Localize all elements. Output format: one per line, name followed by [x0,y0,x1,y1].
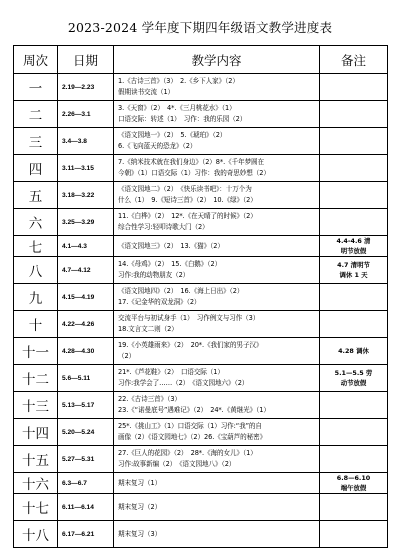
table-row [14,101,388,128]
content-line: 《语文园地一》（2） 5.《琥珀》（2） [118,131,227,139]
note-cell [320,236,388,257]
table-row [14,521,388,548]
content-cell [114,236,320,257]
date-cell: 4.1—4.3 [58,236,114,257]
table-row [14,128,388,155]
table-row [14,365,388,392]
content-line: 口语交际：转述（1） 习作：我的乐园（2） [118,115,247,123]
content-line: 《语文园地三》（2） 13.《猫》（2） [118,241,224,250]
week-cell: 十八 [14,521,58,548]
table-row [14,155,388,182]
week-cell: 六 [14,209,58,236]
content-line: 期末复习（2） [118,502,162,511]
content-line: 期末复习（1） [118,478,162,487]
page-title: 2023-2024 学年度下期四年级语文教学进度表 [67,20,333,35]
content-line: 假期读书交流（1） [118,88,175,96]
table-row [14,419,388,446]
header-date: 日期 [58,46,114,74]
content-line: 《语文园地四》（2） 16.《海上日出》（2） [118,287,244,295]
content-line: 14.《母鸡》（2） 15.《白鹅》（2） [118,260,222,268]
note-line: 4.28 调休 [338,347,369,355]
content-line: 18.文言文二则（2） [118,325,178,333]
content-line: 画像（2）《语文园地七》（2）26.《宝葫芦的秘密》 [118,433,267,441]
week-cell: 十七 [14,494,58,521]
week-cell: 十二 [14,365,58,392]
table-row [14,338,388,365]
note-cell [320,521,388,548]
note-cell [320,446,388,473]
content-line: 27.《巨人的花园》（2） 28*.《海的女儿》（1） [118,449,257,457]
note-cell [320,155,388,182]
table-row [14,392,388,419]
note-cell [320,128,388,155]
content-cell [114,494,320,521]
date-cell: 5.20—5.24 [58,419,114,446]
content-cell [114,419,320,446]
content-line: 19.《小英雄雨来》（2） 20*.《我们家的男子汉》 [118,341,263,349]
content-cell [114,101,320,128]
note-cell [320,74,388,101]
date-cell: 2.26—3.1 [58,101,114,128]
content-cell [114,74,320,101]
date-cell: 4.7—4.12 [58,257,114,284]
content-line: 6.《飞向蓝天的恐龙》（2） [118,142,197,150]
week-cell: 十六 [14,473,58,494]
content-cell [114,365,320,392]
content-cell [114,521,320,548]
content-line: 习作:故事新编（2） 《语文园地八》（2） [118,460,236,468]
content-line: 3.《天窗》（2） 4*.《三月桃花水》（1） [118,104,236,112]
content-line: 习作:我的动物朋友（2） [118,271,190,279]
date-cell: 5.27—5.31 [58,446,114,473]
date-cell: 3.18—3.22 [58,182,114,209]
note-cell [320,494,388,521]
content-line: 《语文园地二》（2） 《快乐读书吧》：十万个为 [118,185,252,193]
content-cell [114,311,320,338]
week-cell: 一 [14,74,58,101]
week-cell: 八 [14,257,58,284]
content-cell [114,182,320,209]
content-line: 今朝》（1）口语交际（1）习作：我的奇思妙想（2） [118,169,270,177]
content-line: 23.《“诺曼底号”遇难记》（2） 24*.《黄继光》（1） [118,406,270,414]
week-cell: 十四 [14,419,58,446]
table-row [14,494,388,521]
date-cell: 2.19—2.23 [58,74,114,101]
content-line: 17.《记金华的双龙洞》（2） [118,298,201,306]
date-cell: 4.15—4.19 [58,284,114,311]
table-row [14,209,388,236]
content-cell [114,284,320,311]
content-line: 1.《古诗三首》（3） 2.《乡下人家》（2） [118,77,239,85]
note-cell [320,257,388,284]
table-row [14,311,388,338]
content-cell [114,155,320,182]
date-cell: 6.17—6.21 [58,521,114,548]
week-cell: 三 [14,128,58,155]
week-cell: 四 [14,155,58,182]
week-cell: 十五 [14,446,58,473]
content-line: 22.《古诗三首》（3） [118,395,181,403]
week-cell: 十一 [14,338,58,365]
date-cell: 5.6—5.11 [58,365,114,392]
date-cell: 3.25—3.29 [58,209,114,236]
content-cell [114,128,320,155]
content-cell [114,392,320,419]
note-cell [320,311,388,338]
note-cell [320,284,388,311]
note-line: 端午放假 [340,484,367,492]
content-cell [114,446,320,473]
note-line: 明节放假 [340,247,367,255]
week-cell: 五 [14,182,58,209]
content-line: 习作:我学会了……（2） 《语文园地六》（2） [118,379,249,387]
date-cell: 3.11—3.15 [58,155,114,182]
note-line: 4.4-4.6 清 [336,237,371,245]
content-line: 7.《纳米技术就在我们身边》（2）8*.《千年梦圆在 [118,158,265,166]
content-cell [114,257,320,284]
table-row [14,236,388,257]
content-line: 什么（1） 9.《短诗三首》（2） 10.《绿》（2） [118,196,257,204]
note-cell [320,182,388,209]
content-line: 交流平台与初试身手（1） 习作例文与习作（3） [118,314,260,322]
note-cell [320,338,388,365]
week-cell: 九 [14,284,58,311]
note-cell [320,365,388,392]
note-line: 动节放假 [340,379,367,387]
schedule-table [13,45,388,548]
note-cell [320,419,388,446]
table-row [14,284,388,311]
content-cell [114,473,320,494]
note-line: 6.8—6.10 [336,474,371,482]
date-cell: 6.3—6.7 [58,473,114,494]
header-content: 教学内容 [114,46,320,74]
table-row [14,257,388,284]
table-row [14,446,388,473]
week-cell: 十三 [14,392,58,419]
header-week: 周次 [14,46,58,74]
content-line: （2） [118,352,136,360]
note-line: 调休 1 天 [339,271,368,279]
date-cell: 4.28—4.30 [58,338,114,365]
table-row [14,473,388,494]
content-line: 期末复习（3） [118,529,162,538]
content-cell [114,338,320,365]
content-line: 综合性学习:轻叩诗歌大门（2） [118,223,209,231]
header-note: 备注 [320,46,388,74]
table-row [14,182,388,209]
week-cell: 二 [14,101,58,128]
week-cell: 十 [14,311,58,338]
content-line: 11.《白桦》（2） 12*.《在天晴了的时候》（2） [118,212,257,220]
content-line: 25*.《挑山工》（1）口语交际（1）习作:“我”的自 [118,422,262,430]
note-cell [320,392,388,419]
table-row [14,74,388,101]
note-line: 4.7 清明节 [337,261,370,269]
date-cell: 3.4—3.8 [58,128,114,155]
note-cell [320,473,388,494]
date-cell: 5.13—5.17 [58,392,114,419]
note-cell [320,209,388,236]
header-row [14,46,388,74]
content-line: 21*.《芦花鞋》（2） 口语交际（1） [118,368,224,376]
note-cell [320,101,388,128]
note-line: 5.1—5.5 劳 [334,369,373,377]
date-cell: 6.11—6.14 [58,494,114,521]
week-cell: 七 [14,236,58,257]
date-cell: 4.22—4.26 [58,311,114,338]
content-cell [114,209,320,236]
schedule-body [14,74,388,548]
